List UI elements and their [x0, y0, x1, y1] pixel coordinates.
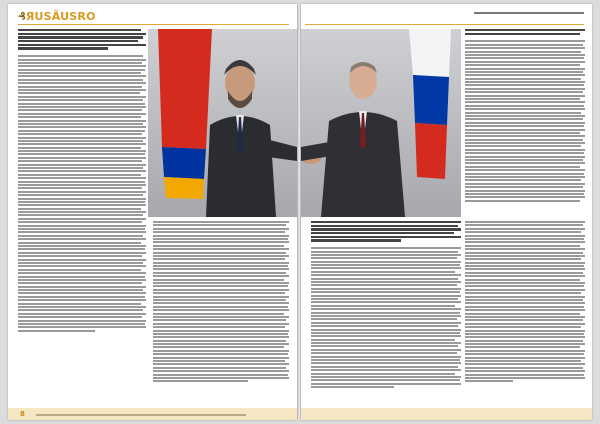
footer-band-right — [301, 408, 592, 420]
footer-text — [36, 414, 246, 416]
header-rule — [18, 24, 289, 25]
photo-left-half — [148, 29, 297, 217]
magazine-logo — [18, 10, 96, 23]
photo-illustration-left — [148, 29, 297, 217]
left-page-column-1 — [18, 29, 146, 333]
intro-lead — [18, 29, 146, 50]
right-page-column-1 — [465, 29, 585, 203]
right-page — [301, 4, 592, 420]
header-meta — [474, 12, 584, 14]
body-text-1 — [18, 55, 146, 332]
right-page-lower-left — [311, 221, 461, 390]
page-number: 8 — [20, 410, 25, 418]
logo-text: ЯUSÃUSRO — [25, 10, 96, 23]
pull-quote — [311, 221, 461, 242]
logo-mark-icon: ₰ — [18, 10, 26, 23]
left-page — [8, 4, 297, 420]
photo-illustration-right — [301, 29, 461, 217]
armenian-flag-icon — [158, 29, 212, 199]
left-page-column-2 — [153, 221, 289, 384]
photo-right-half — [301, 29, 461, 217]
header-rule-right — [305, 24, 584, 25]
right-page-lower-right — [465, 221, 585, 384]
